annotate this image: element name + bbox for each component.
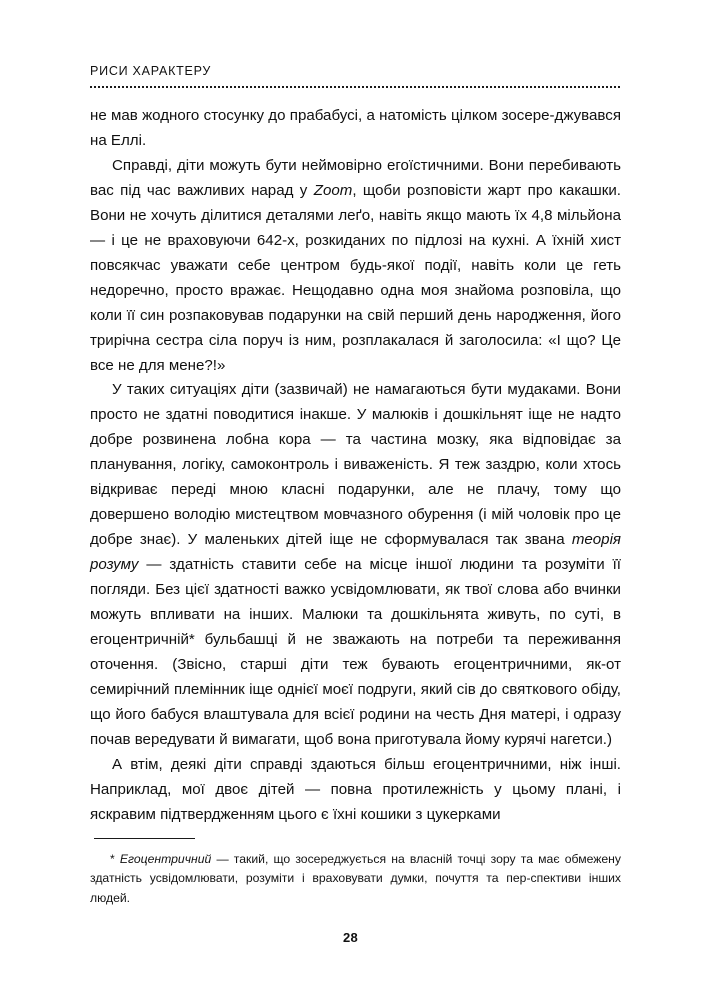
paragraph-1: не мав жодного стосунку до прабабусі, а натомість цілком зосере-джувався на Еллі. [90, 107, 621, 149]
page-number: 28 [342, 930, 359, 945]
paragraph-2: Справді, діти можуть бути неймовірно егоїстичними. Вони перебивають вас під час важливих нарад у Zoom, щоби розповісти жарт про какашки. Вони не хочуть ділитися деталями леґо, навіть якщо мають їх 4,8 мільйона — і це не враховуючи 642-х, розкиданих по підлозі на кухні. А їхній хист повсякчас уважати себе центром будь-якої події, навіть коли це геть недоречно, просто вражає. Нещодавно одна моя знайома розповіла, що коли її син розпаковував подарунки на свій перший день народження, його трирічна сестра сіла поруч із ним, розплакалася й заголосила: «І що? Це все не для мене?!» [90, 156, 621, 374]
running-head-rule [90, 86, 620, 88]
running-head-title: РИСИ ХАРАКТЕРУ [90, 64, 212, 78]
paragraph-3: У таких ситуаціях діти (зазвичай) не намагаються бути мудаками. Вони просто не здатні поводитися інакше. У малюків і дошкільнят іще не надто добре розвинена лобна кора — та частина мозку, яка відповідає за планування, логіку, самоконтроль і виваженість. Я теж заздрю, коли хтось відкриває переді мною класні подарунки, але не плачу, тому що довершено володію мистецтвом мовчазного обурення (і мій чоловік про це добре знає). У маленьких дітей іще не сформувалася так звана теорія розуму — здатність ставити себе на місце іншої людини та розуміти її погляди. Без цієї здатності важко усвідомлювати, як твої слова або вчинки можуть впливати на інших. Малюки та дошкільнята живуть, по суті, в егоцентричній* бульбашці й не зважають на потреби та переживання оточення. (Звісно, старші діти теж бувають егоцентричними, як-от семирічний племінник іще однієї моєї подруги, який сів до святкового обіду, що його бабуся влаштувала для всієї родини на честь Дня матері, і одразу почав вередувати й вимагати, щоб вона приготувала йому курячі нагетси.) [90, 381, 621, 748]
paragraph-4: А втім, деякі діти справді здаються більш егоцентричними, ніж інші. Наприклад, мої двоє дітей — повна протилежність у цьому плані, і яскравим підтвердженням цього є їхні кошики з цукерками [90, 755, 621, 823]
footnote-separator-rule [94, 838, 195, 839]
body-text-block [90, 104, 621, 828]
running-head [90, 64, 620, 88]
footnote-text: * Егоцентричний — такий, що зосереджується на власній точці зору та має обмежену здатність усвідомлювати, розуміти і враховувати думки, почуття та пер-спективи інших людей. [90, 852, 621, 905]
footnote-block [90, 838, 621, 908]
